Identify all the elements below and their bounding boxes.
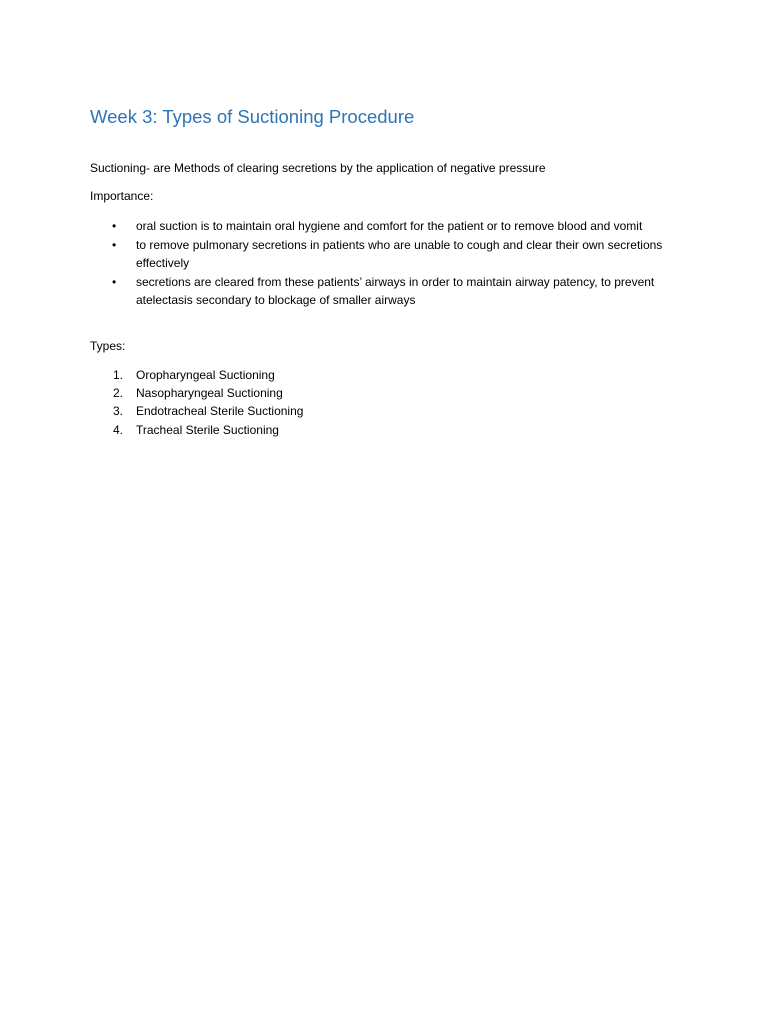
list-number: 4. [113, 422, 124, 437]
bullet-icon: • [112, 274, 117, 289]
list-number: 2. [113, 386, 124, 401]
list-item [90, 421, 303, 439]
list-item [90, 366, 303, 384]
types-list [90, 366, 303, 439]
list-item [90, 384, 303, 402]
types-heading: Types: [90, 339, 126, 353]
list-item-text: Tracheal Sterile Suctioning [136, 422, 279, 437]
importance-list [90, 217, 706, 310]
list-item-text: secretions are cleared from these patients’ airways in order to maintain airway patency, to prevent atelectasis secondary to blockage of smaller airways [136, 274, 655, 307]
list-item-text: to remove pulmonary secretions in patients who are unable to cough and clear their own secretions effectively [136, 237, 663, 270]
list-item [90, 217, 706, 236]
list-number: 3. [113, 404, 124, 419]
list-item [90, 402, 303, 420]
list-item-text: oral suction is to maintain oral hygiene and comfort for the patient or to remove blood and vomit [136, 219, 643, 233]
list-number: 1. [113, 368, 124, 382]
list-item-text: Endotracheal Sterile Suctioning [136, 404, 304, 419]
list-item [90, 236, 706, 273]
page-title: Week 3: Types of Suctioning Procedure [90, 106, 415, 127]
bullet-icon: • [112, 237, 117, 252]
definition-paragraph: Suctioning- are Methods of clearing secretions by the application of negative pressure [90, 161, 546, 175]
list-item-text: Oropharyngeal Suctioning [136, 368, 275, 382]
importance-heading: Importance: [90, 189, 154, 203]
list-item [90, 273, 706, 310]
bullet-icon: • [112, 219, 117, 233]
list-item-text: Nasopharyngeal Suctioning [136, 386, 283, 401]
